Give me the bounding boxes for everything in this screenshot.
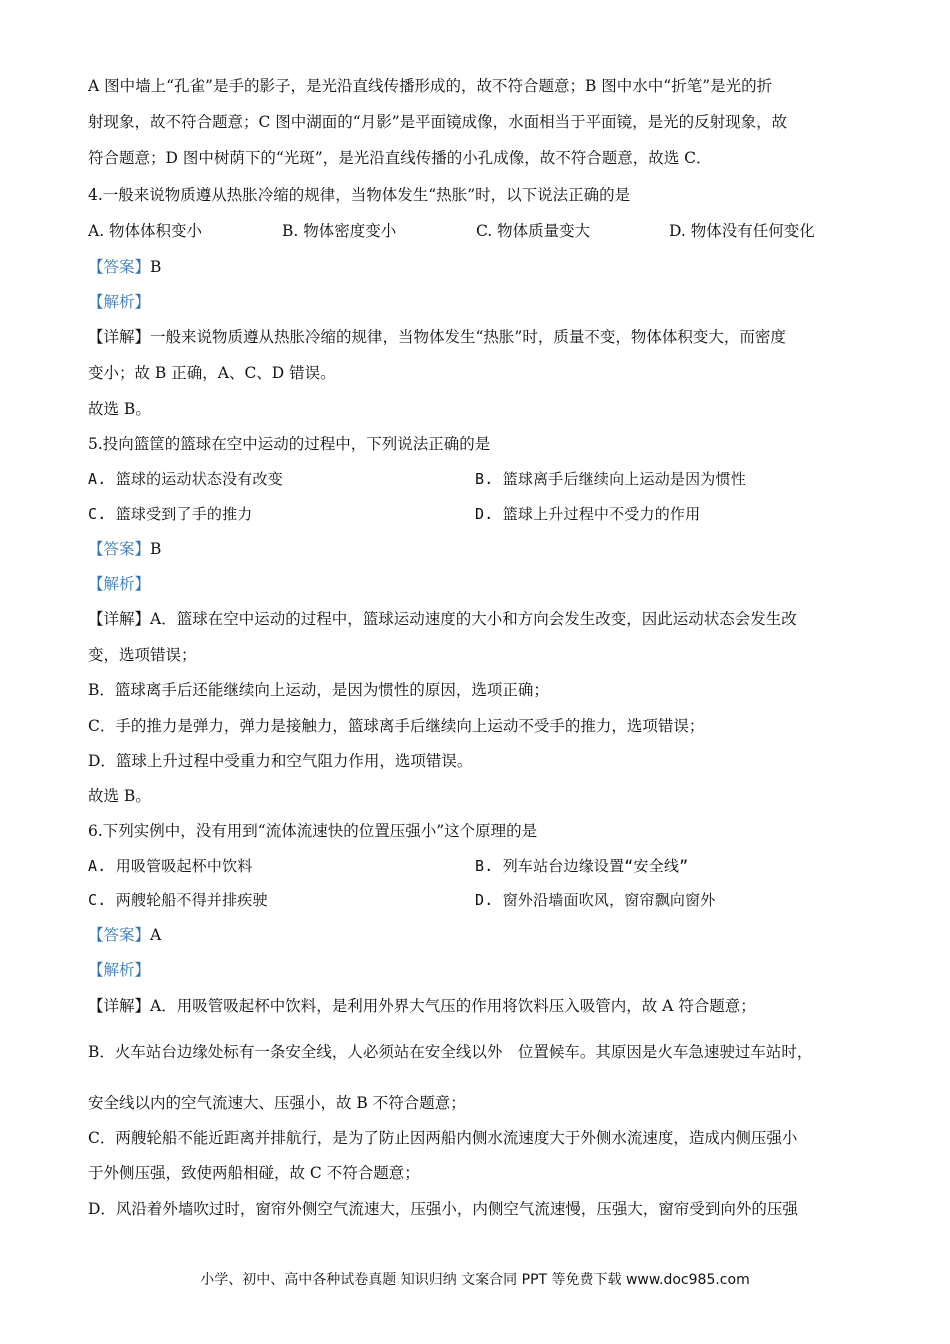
- q5-option-c: C. 篮球受到了手的推力: [88, 505, 253, 523]
- q5-detail-line: 【详解】A．篮球在空中运动的过程中，篮球运动速度的大小和方向会发生改变，因此运动状态会发生改: [88, 610, 797, 628]
- answer-value: B: [150, 258, 162, 276]
- answer-value: A: [150, 926, 162, 944]
- q4-analysis-tag: 【解析】: [88, 293, 151, 311]
- q4-answer: [88, 256, 866, 278]
- answer-tag: 【答案】: [88, 926, 151, 944]
- page-footer: 小学、初中、高中各种试卷真题 知识归纳 文案合同 PPT 等免费下载 www.doc985.com: [200, 1272, 750, 1288]
- q6-detail-line: C．两艘轮船不能近距离并排航行，是为了防止因两船内侧水流速度大于外侧水流速度，造成内侧压强小: [88, 1129, 798, 1147]
- q6-detail-line: B．火车站台边缘处标有一条安全线，人必须站在安全线以外 位置候车。其原因是火车急速驶过车站时，: [88, 1043, 813, 1061]
- q6-detail-line: 【详解】A．用吸管吸起杯中饮料，是利用外界大气压的作用将饮料压入吸管内，故 A 符合题意；: [88, 997, 756, 1015]
- q5-detail-line: D．篮球上升过程中受重力和空气阻力作用，选项错误。: [88, 752, 473, 770]
- q5-detail-line: C．手的推力是弹力，弹力是接触力，篮球离手后继续向上运动不受手的推力，选项错误；: [88, 717, 705, 735]
- q4-option-b: B. 物体密度变小: [282, 222, 397, 240]
- q6-analysis-tag: 【解析】: [88, 961, 151, 979]
- q6-option-b: B. 列车站台边缘设置“安全线”: [475, 857, 689, 875]
- q4-detail-line: 【详解】一般来说物质遵从热胀冷缩的规律，当物体发生“热胀”时，质量不变，物体体积变大，而密度: [88, 328, 786, 346]
- paragraph-line: 射现象，故不符合题意；C 图中湖面的“月影”是平面镜成像，水面相当于平面镜，是光的反射现象，故: [88, 113, 788, 131]
- q5-option-b: B. 篮球离手后继续向上运动是因为惯性: [475, 470, 746, 488]
- q6-option-a: A. 用吸管吸起杯中饮料: [88, 857, 253, 875]
- q5-answer: [88, 538, 866, 560]
- question-4-stem: 4.一般来说物质遵从热胀冷缩的规律，当物体发生“热胀”时，以下说法正确的是: [88, 186, 631, 204]
- q6-option-d: D. 窗外沿墙面吹风，窗帘飘向窗外: [475, 891, 716, 909]
- q4-option-a: A. 物体体积变小: [88, 222, 203, 240]
- q5-option-a: A. 篮球的运动状态没有改变: [88, 470, 283, 488]
- answer-tag: 【答案】: [88, 540, 151, 558]
- q6-answer: [88, 924, 866, 946]
- q4-option-c: C. 物体质量变大: [476, 222, 591, 240]
- q6-detail-line: D．风沿着外墙吹过时，窗帘外侧空气流速大，压强小，内侧空气流速慢，压强大，窗帘受到向外的压强: [88, 1200, 798, 1218]
- q5-detail-line: 变，选项错误；: [88, 646, 197, 664]
- q5-detail-line: B．篮球离手后还能继续向上运动，是因为惯性的原因，选项正确；: [88, 681, 549, 699]
- q6-detail-line: 安全线以内的空气流速大、压强小，故 B 不符合题意；: [88, 1094, 466, 1112]
- q4-detail-line: 故选 B。: [88, 400, 151, 418]
- question-6-stem: 6.下列实例中，没有用到“流体流速快的位置压强小”这个原理的是: [88, 822, 538, 840]
- q4-option-d: D. 物体没有任何变化: [669, 222, 815, 240]
- q6-option-c: C. 两艘轮船不得并排疾驶: [88, 891, 268, 909]
- q5-option-d: D. 篮球上升过程中不受力的作用: [475, 505, 701, 523]
- paragraph-line: A 图中墙上“孔雀”是手的影子，是光沿直线传播形成的，故不符合题意；B 图中水中“折笔”是光的折: [88, 77, 773, 95]
- q5-detail-line: 故选 B。: [88, 787, 151, 805]
- answer-value: B: [150, 540, 162, 558]
- q4-detail-line: 变小；故 B 正确，A、C、D 错误。: [88, 364, 336, 382]
- paragraph-line: 符合题意；D 图中树荫下的“光斑”，是光沿直线传播的小孔成像，故不符合题意，故选 C．: [88, 149, 712, 167]
- q5-analysis-tag: 【解析】: [88, 575, 151, 593]
- q6-detail-line: 于外侧压强，致使两船相碰，故 C 不符合题意；: [88, 1164, 420, 1182]
- answer-tag: 【答案】: [88, 258, 151, 276]
- question-5-stem: 5.投向篮筐的篮球在空中运动的过程中，下列说法正确的是: [88, 435, 491, 453]
